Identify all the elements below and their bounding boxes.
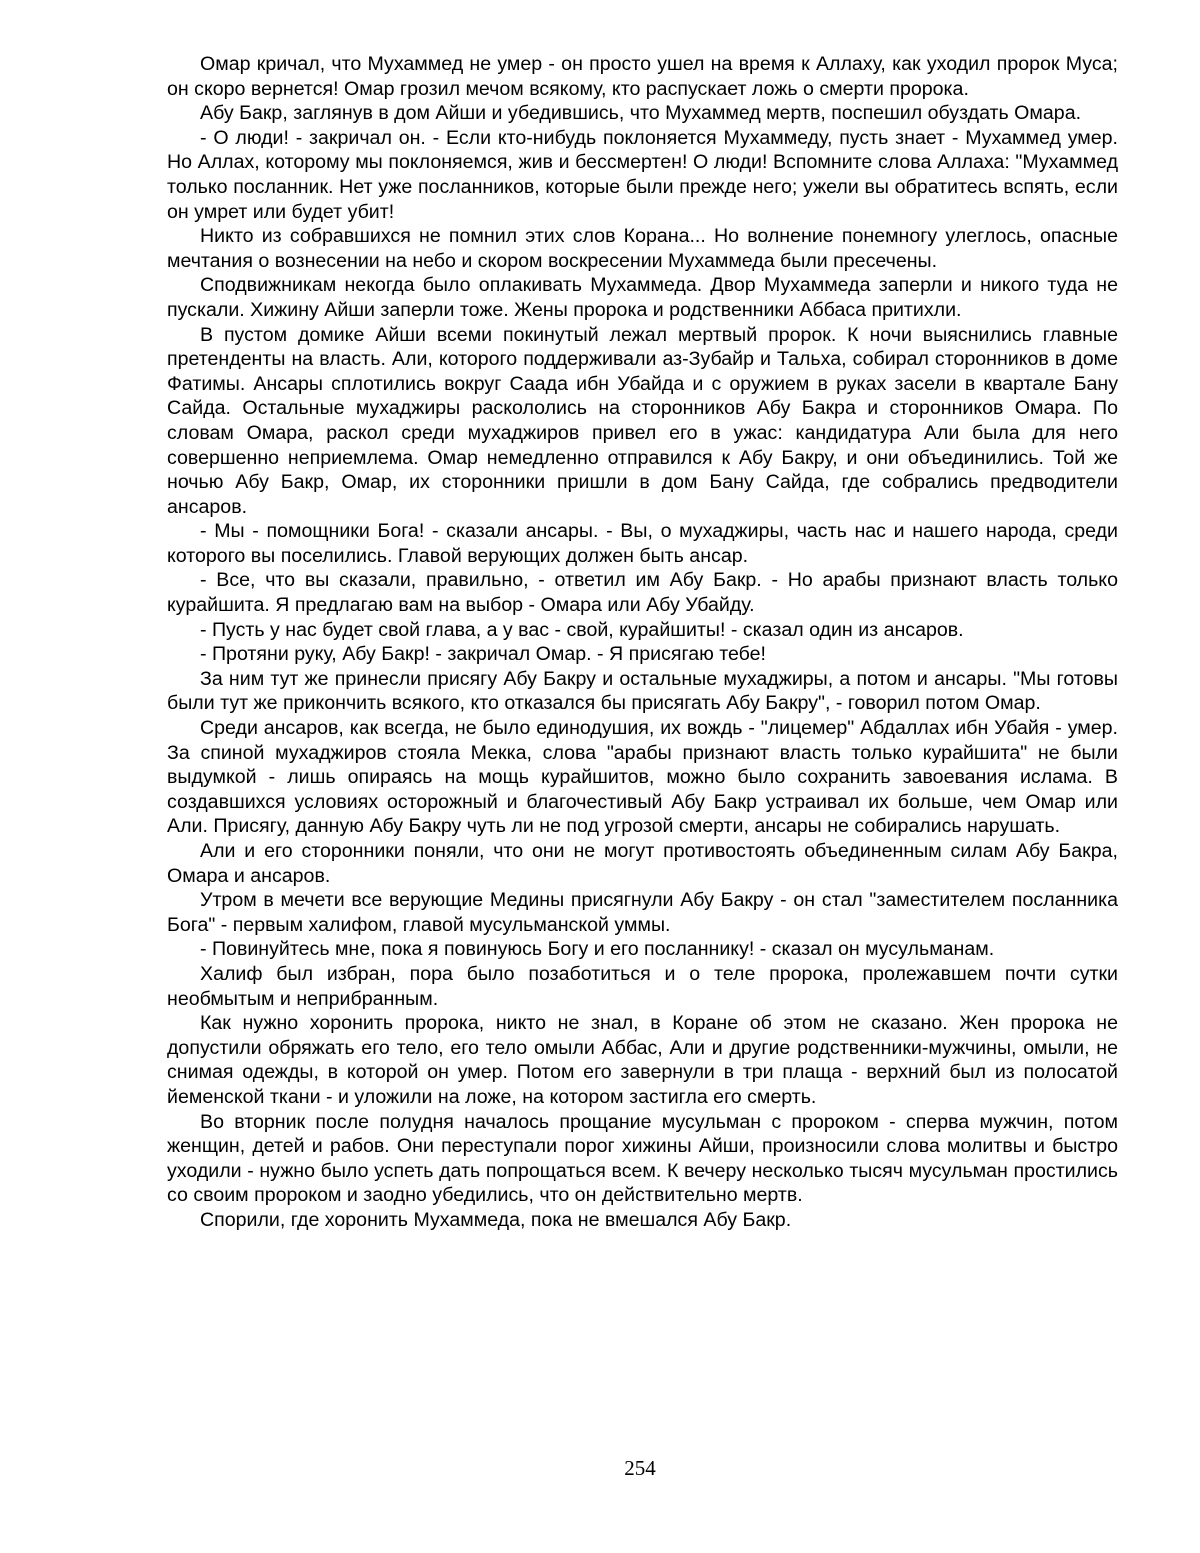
paragraph: Среди ансаров, как всегда, не было единодушия, их вождь - "лицемер" Абдаллах ибн Убайя - умер. За спиной мухаджиров стояла Мекка, слова "арабы признают власть только курайшита" не были выдумкой - лишь опираясь на мощь курайшитов, можно было сохранить завоевания ислама. В создавшихся условиях осторожный и благочестивый Абу Бакр устраивал их больше, чем Омар или Али. Присягу, данную Абу Бакру чуть ли не под угрозой смерти, ансары не собирались нарушать. <box>167 716 1118 839</box>
paragraph: - Все, что вы сказали, правильно, - ответил им Абу Бакр. - Но арабы признают власть только курайшита. Я предлагаю вам на выбор - Омара или Абу Убайду. <box>167 568 1118 617</box>
paragraph: Омар кричал, что Мухаммед не умер - он просто ушел на время к Аллаху, как уходил пророк Муса; он скоро вернется! Омар грозил мечом всякому, кто распускает ложь о смерти пророка. <box>167 52 1118 101</box>
paragraph: - Протяни руку, Абу Бакр! - закричал Омар. - Я присягаю тебе! <box>167 642 1118 667</box>
paragraph: Сподвижникам некогда было оплакивать Мухаммеда. Двор Мухаммеда заперли и никого туда не пускали. Хижину Айши заперли тоже. Жены пророка и родственники Аббаса притихли. <box>167 273 1118 322</box>
paragraph: В пустом домике Айши всеми покинутый лежал мертвый пророк. К ночи выяснились главные претенденты на власть. Али, которого поддерживали аз-Зубайр и Тальха, собирал сторонников в доме Фатимы. Ансары сплотились вокруг Саада ибн Убайда и с оружием в руках засели в квартале Бану Сайда. Остальные мухаджиры раскололись на сторонников Абу Бакра и сторонников Омара. По словам Омара, раскол среди мухаджиров привел его в ужас: кандидатура Али была для него совершенно неприемлема. Омар немедленно отправился к Абу Бакру, и они объединились. Той же ночью Абу Бакр, Омар, их сторонники пришли в дом Бану Сайда, где собрались предводители ансаров. <box>167 323 1118 520</box>
main-text <box>167 52 1118 1233</box>
paragraph: Спорили, где хоронить Мухаммеда, пока не вмешался Абу Бакр. <box>167 1208 1118 1233</box>
book-page <box>0 0 1200 1553</box>
paragraph: За ним тут же принесли присягу Абу Бакру и остальные мухаджиры, а потом и ансары. "Мы готовы были тут же прикончить всякого, кто отказался бы присягать Абу Бакру", - говорил потом Омар. <box>167 667 1118 716</box>
paragraph: Утром в мечети все верующие Медины присягнули Абу Бакру - он стал "заместителем посланника Бога" - первым халифом, главой мусульманской уммы. <box>167 888 1118 937</box>
paragraph: Халиф был избран, пора было позаботиться и о теле пророка, пролежавшем почти сутки необмытым и неприбранным. <box>167 962 1118 1011</box>
paragraph: - Повинуйтесь мне, пока я повинуюсь Богу и его посланнику! - сказал он мусульманам. <box>167 937 1118 962</box>
paragraph: Как нужно хоронить пророка, никто не знал, в Коране об этом не сказано. Жен пророка не допустили обряжать его тело, его тело омыли Аббас, Али и другие родственники-мужчины, омыли, не снимая одежды, в которой он умер. Потом его завернули в три плаща - верхний был из полосатой йеменской ткани - и уложили на ложе, на котором застигла его смерть. <box>167 1011 1118 1109</box>
paragraph: Абу Бакр, заглянув в дом Айши и убедившись, что Мухаммед мертв, поспешил обуздать Омара. <box>167 101 1118 126</box>
paragraph: - Мы - помощники Бога! - сказали ансары. - Вы, о мухаджиры, часть нас и нашего народа, среди которого вы поселились. Главой верующих должен быть ансар. <box>167 519 1118 568</box>
paragraph: Никто из собравшихся не помнил этих слов Корана... Но волнение понемногу улеглось, опасные мечтания о вознесении на небо и скором воскресении Мухаммеда были пресечены. <box>167 224 1118 273</box>
page-number: 254 <box>0 1456 1200 1480</box>
paragraph: Во вторник после полудня началось прощание мусульман с пророком - сперва мужчин, потом женщин, детей и рабов. Они переступали порог хижины Айши, произносили слова молитвы и быстро уходили - нужно было успеть дать попрощаться всем. К вечеру несколько тысяч мусульман простились со своим пророком и заодно убедились, что он действительно мертв. <box>167 1110 1118 1208</box>
paragraph: - О люди! - закричал он. - Если кто-нибудь поклоняется Мухаммеду, пусть знает - Мухаммед умер. Но Аллах, которому мы поклоняемся, жив и бессмертен! О люди! Вспомните слова Аллаха: "Мухаммед только посланник. Нет уже посланников, которые были прежде него; ужели вы обратитесь вспять, если он умрет или будет убит! <box>167 126 1118 224</box>
paragraph: Али и его сторонники поняли, что они не могут противостоять объединенным силам Абу Бакра, Омара и ансаров. <box>167 839 1118 888</box>
paragraph: - Пусть у нас будет свой глава, а у вас - свой, курайшиты! - сказал один из ансаров. <box>167 618 1118 643</box>
